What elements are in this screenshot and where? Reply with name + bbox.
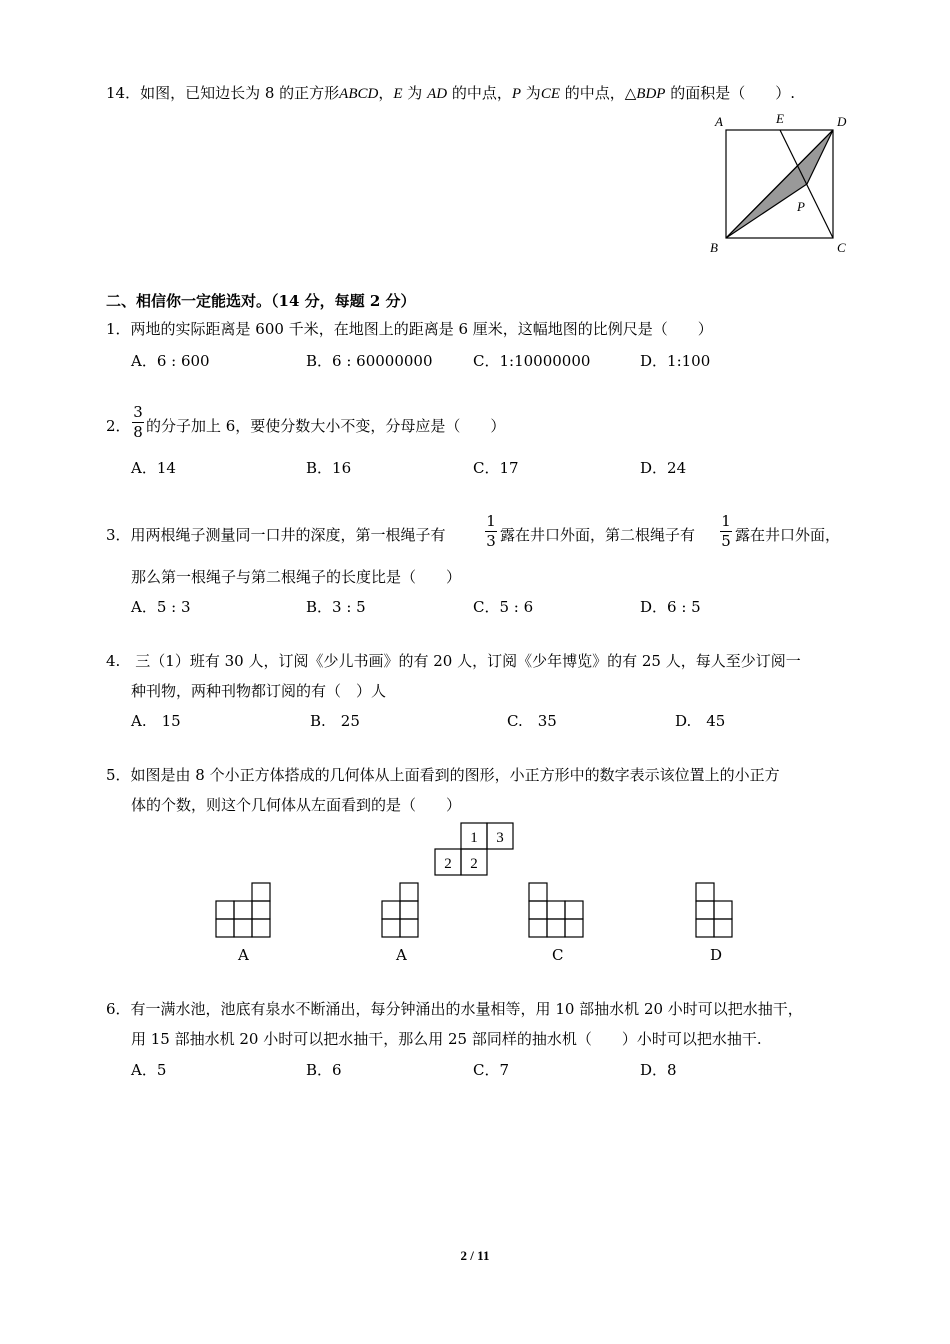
q5-option-label-2: A — [396, 946, 407, 964]
label-e: E — [776, 111, 784, 126]
q14-text5: 的中点，△ — [559, 84, 637, 102]
q14-text6: 的面积是（ ）. — [665, 84, 796, 102]
line-bd — [726, 130, 833, 238]
label-d: D — [837, 114, 847, 129]
q3-fraction-2 — [719, 513, 733, 550]
q2-fraction — [131, 404, 145, 441]
q5-line2: 体的个数，则这个几何体从左面看到的是（ ） — [131, 796, 462, 814]
q14-ad: AD — [427, 86, 448, 102]
top-view-cell-3: 3 — [496, 830, 504, 846]
q1-option-b: B．6 : 60000000 — [306, 352, 433, 370]
q4-option-b: B. 25 — [310, 712, 360, 730]
q14-abcd: ABCD — [339, 86, 379, 102]
q3-option-d: D．6 : 5 — [640, 598, 701, 616]
q2-stem: 的分子加上 6，要使分数大小不变，分母应是（ ） — [146, 417, 506, 435]
q3-frac1-denominator: 3 — [486, 532, 496, 550]
q14-e: E — [393, 86, 403, 102]
q4-option-a: A. 15 — [131, 712, 181, 730]
q4-option-c: C. 35 — [507, 712, 557, 730]
q1-stem: 1．两地的实际距离是 600 千米，在地图上的距离是 6 厘米，这幅地图的比例尺是（ ） — [106, 320, 713, 338]
q5-option-label-3: C — [552, 946, 564, 964]
q2-frac-numerator: 3 — [133, 403, 143, 421]
q5-option-c-figure — [527, 880, 589, 942]
q3-frac2-numerator: 1 — [721, 512, 731, 530]
section2-heading: 二、相信你一定能选对。（14 分，每题 2 分） — [106, 292, 416, 310]
q14-p: P — [511, 86, 522, 102]
q5-option-a-figure — [214, 880, 276, 942]
q1-option-d: D．1:100 — [640, 352, 711, 370]
q14-text2: 为 — [402, 84, 428, 102]
q2-option-c: C．17 — [473, 459, 519, 477]
page-number: 2 / 11 — [460, 1248, 490, 1263]
q5-option-a2-figure — [380, 880, 424, 942]
q14-text-prefix: 14．如图，已知边长为 8 的正方形 — [106, 84, 340, 102]
q3-option-a: A．5 : 3 — [131, 598, 191, 616]
q14-sep1: ， — [378, 84, 394, 102]
q4-option-d: D. 45 — [675, 712, 726, 730]
q3-option-b: B．3 : 5 — [306, 598, 366, 616]
q4-line1: 4. 三（1）班有 30 人，订阅《少儿书画》的有 20 人，订阅《少年博览》的有 25 人，每人至少订阅一 — [106, 652, 801, 670]
top-view-cell-2a: 2 — [444, 856, 452, 872]
q2-num: 2． — [106, 417, 131, 435]
label-c: C — [837, 240, 846, 255]
q6-option-b: B．6 — [306, 1061, 342, 1079]
q14-stem — [106, 82, 795, 103]
q3-line2: 那么第一根绳子与第二根绳子的长度比是（ ） — [131, 568, 462, 586]
q2-frac-denominator: 8 — [133, 423, 143, 441]
q3-part1: 3．用两根绳子测量同一口井的深度，第一根绳子有 — [106, 526, 446, 544]
q14-text4: 为 — [521, 84, 541, 102]
label-b: B — [710, 240, 718, 255]
q2-option-b: B．16 — [306, 459, 352, 477]
q5-option-label-1: A — [238, 946, 249, 964]
q3-frac1-numerator: 1 — [486, 512, 496, 530]
label-a: A — [715, 114, 723, 129]
q1-option-a: A．6 : 600 — [131, 352, 210, 370]
q3-part3: 露在井口外面， — [735, 526, 841, 544]
q5-line1: 5．如图是由 8 个小正方体搭成的几何体从上面看到的图形，小正方形中的数字表示该位置上的小正方 — [106, 766, 780, 784]
q6-option-a: A．5 — [131, 1061, 167, 1079]
q14-ce: CE — [540, 86, 560, 102]
q1-option-c: C．1:10000000 — [473, 352, 591, 370]
q3-fraction-1 — [484, 513, 498, 550]
q6-option-d: D．8 — [640, 1061, 677, 1079]
q14-text3: 的中点， — [447, 84, 512, 102]
q5-top-view-figure — [430, 820, 524, 880]
q5-option-d-figure — [694, 880, 738, 942]
q3-option-c: C．5 : 6 — [473, 598, 534, 616]
q5-option-label-4: D — [710, 946, 723, 964]
top-view-cell-1: 1 — [470, 830, 478, 846]
q4-line2: 种刊物，两种刊物都订阅的有（ ）人 — [131, 682, 387, 700]
q2-option-a: A．14 — [131, 459, 176, 477]
q6-line1: 6．有一满水池，池底有泉水不断涌出，每分钟涌出的水量相等，用 10 部抽水机 20 小时可以把水抽干， — [106, 1000, 803, 1018]
q2-option-d: D．24 — [640, 459, 687, 477]
q3-part2: 露在井口外面，第二根绳子有 — [500, 526, 696, 544]
q6-option-c: C．7 — [473, 1061, 510, 1079]
top-view-cell-2b: 2 — [470, 856, 478, 872]
q14-square-figure — [700, 108, 860, 260]
label-p: P — [797, 199, 805, 214]
q14-bdp: BDP — [636, 86, 666, 102]
q3-frac2-denominator: 5 — [721, 532, 731, 550]
q6-line2: 用 15 部抽水机 20 小时可以把水抽干，那么用 25 部同样的抽水机（ ）小时可以把水抽干. — [131, 1030, 762, 1048]
